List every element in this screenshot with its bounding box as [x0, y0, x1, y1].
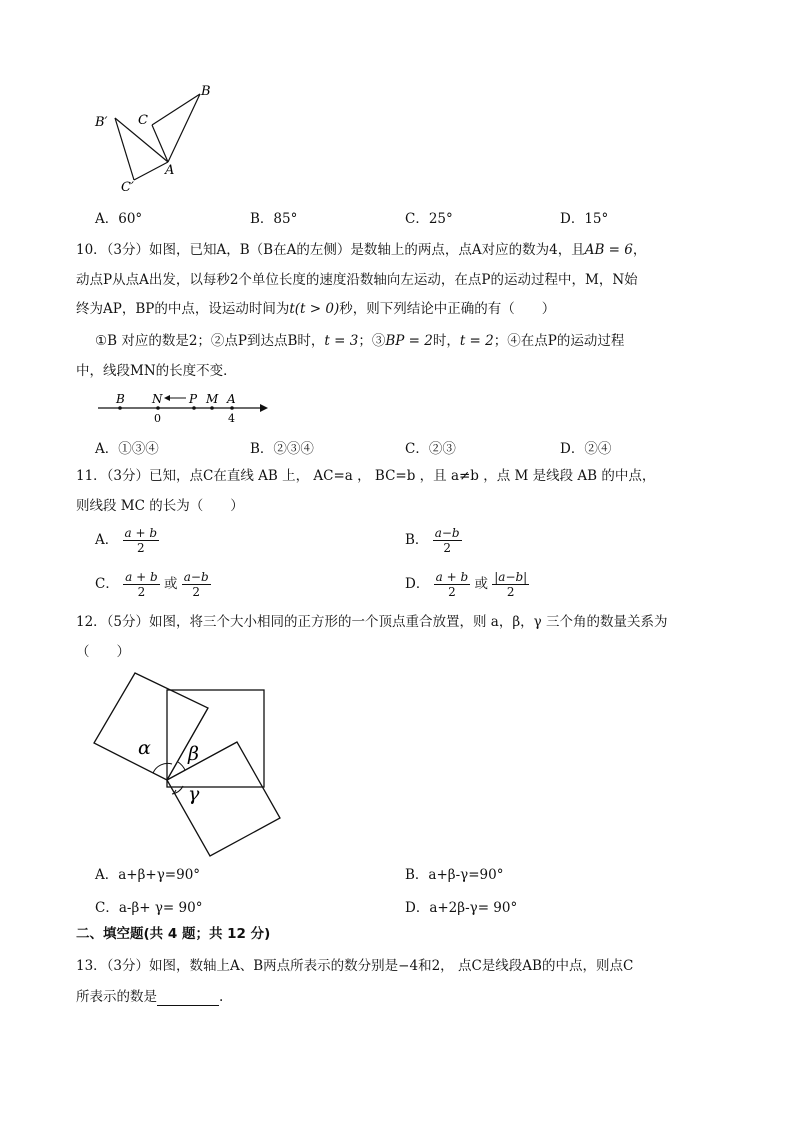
q10-text: 时，: [432, 333, 460, 349]
option-label: C．: [95, 576, 119, 592]
q9-figure: [90, 80, 230, 195]
q9-option-d[interactable]: D．15°: [560, 211, 609, 227]
q10-text: ；③: [358, 333, 386, 349]
answer-blank[interactable]: [157, 991, 219, 1006]
option-label: A．: [95, 532, 119, 548]
q12-option-c[interactable]: C．a-β+ γ= 90°: [95, 900, 203, 916]
axis-label-B: B: [116, 392, 125, 406]
axis-tick-4: 4: [228, 412, 235, 425]
axis-label-M: M: [206, 392, 219, 406]
option-label: B．: [405, 532, 429, 548]
axis-label-N: N: [152, 392, 163, 406]
q10-text: ①B 对应的数是2；②点P到达点B时，: [95, 333, 325, 349]
axis-label-P: P: [189, 392, 198, 406]
q12-line-1: 12．（5分）如图，将三个大小相同的正方形的一个顶点重合放置，则 a，β，γ 三个角的数量关系为: [76, 614, 668, 630]
fraction: $\frac{|a-b|}{2}$: [494, 570, 528, 599]
section-heading: 二、填空题(共 4 题；共 12 分): [76, 926, 271, 942]
q12-option-a[interactable]: A．a+β+γ=90°: [95, 867, 201, 883]
q9-label-A: A: [165, 163, 175, 178]
q13-line-2: [76, 988, 223, 1006]
q13-text: .: [219, 989, 224, 1005]
q9-label-C: C: [138, 113, 148, 128]
q10-math: BP = 2: [385, 333, 433, 349]
q10-math: t = 3: [324, 333, 359, 349]
q10-option-d[interactable]: D．②④: [560, 441, 612, 457]
q10-number-line: [96, 388, 276, 428]
q10-text: 秒，则下列结论中正确的有（ ）: [339, 301, 556, 317]
fraction: $\frac{a + b}{2}$: [124, 526, 158, 555]
q10-line-4: [95, 332, 624, 350]
fraction: $\frac{a-b}{2}$: [434, 526, 460, 555]
q10-text: ；④在点P的运动过程: [493, 333, 625, 349]
q11-line-1: 11．（3分）已知，点C在直线 AB 上， AC=a ， BC=b ，且 a≠b ，点 M 是线段 AB 的中点，: [76, 468, 656, 484]
q13-line-1: 13．（3分）如图，数轴上A、B两点所表示的数分别是−4和2， 点C是线段AB的中点，则点C: [76, 958, 634, 974]
q11-option-c[interactable]: [95, 570, 211, 599]
angle-gamma: γ: [188, 783, 200, 805]
q12-line-2: （ ）: [76, 644, 130, 660]
q9-label-Bprime: B′: [95, 115, 108, 130]
q9-option-b[interactable]: B．85°: [250, 211, 298, 227]
axis-tick-0: 0: [154, 412, 161, 425]
q13-text: 所表示的数是: [76, 989, 157, 1005]
q10-line-2: 动点P从点A出发，以每秒2个单位长度的速度沿数轴向左运动，在点P的运动过程中，M，N始: [76, 272, 638, 288]
q10-line-1: [76, 241, 646, 259]
q11-option-d[interactable]: [405, 570, 529, 599]
q12-option-d[interactable]: D．a+2β-γ= 90°: [405, 900, 518, 916]
option-label: D．: [405, 576, 430, 592]
q10-option-b[interactable]: B．②③④: [250, 441, 314, 457]
q10-text: ，: [632, 242, 647, 258]
angle-alpha: α: [138, 737, 151, 759]
q10-option-a[interactable]: A．①③④: [95, 441, 159, 457]
or-text: 或: [474, 576, 488, 592]
q11-line-2: 则线段 MC 的长为（ ）: [76, 498, 244, 514]
q10-line-3: [76, 300, 555, 318]
q12-figure: [90, 668, 290, 863]
q9-label-Cprime: C′: [121, 180, 134, 195]
q11-option-a[interactable]: [95, 526, 159, 555]
angle-beta: β: [188, 743, 199, 765]
q9-label-B: B: [201, 84, 211, 99]
fraction: $\frac{a-b}{2}$: [183, 570, 209, 599]
q10-math-ab: AB = 6: [584, 242, 633, 258]
q11-option-b[interactable]: [405, 526, 462, 555]
q9-option-a[interactable]: A．60°: [95, 211, 143, 227]
q10-math: t = 2: [459, 333, 494, 349]
q9-option-c[interactable]: C．25°: [405, 211, 453, 227]
axis-label-A: A: [227, 392, 236, 406]
q10-line-5: 中，线段MN的长度不变．: [76, 363, 237, 379]
fraction: $\frac{a + b}{2}$: [435, 570, 469, 599]
q10-text: 终为AP，BP的中点，设运动时间为: [76, 301, 290, 317]
q12-option-b[interactable]: B．a+β-γ=90°: [405, 867, 504, 883]
q10-math-t: t(t > 0): [289, 301, 340, 317]
or-text: 或: [163, 576, 178, 592]
q10-text: 10．（3分）如图，已知A，B（B在A的左侧）是数轴上的两点，点A对应的数为4，且: [76, 242, 585, 258]
fraction: $\frac{a + b}{2}$: [125, 570, 158, 599]
q10-option-c[interactable]: C．②③: [405, 441, 456, 457]
